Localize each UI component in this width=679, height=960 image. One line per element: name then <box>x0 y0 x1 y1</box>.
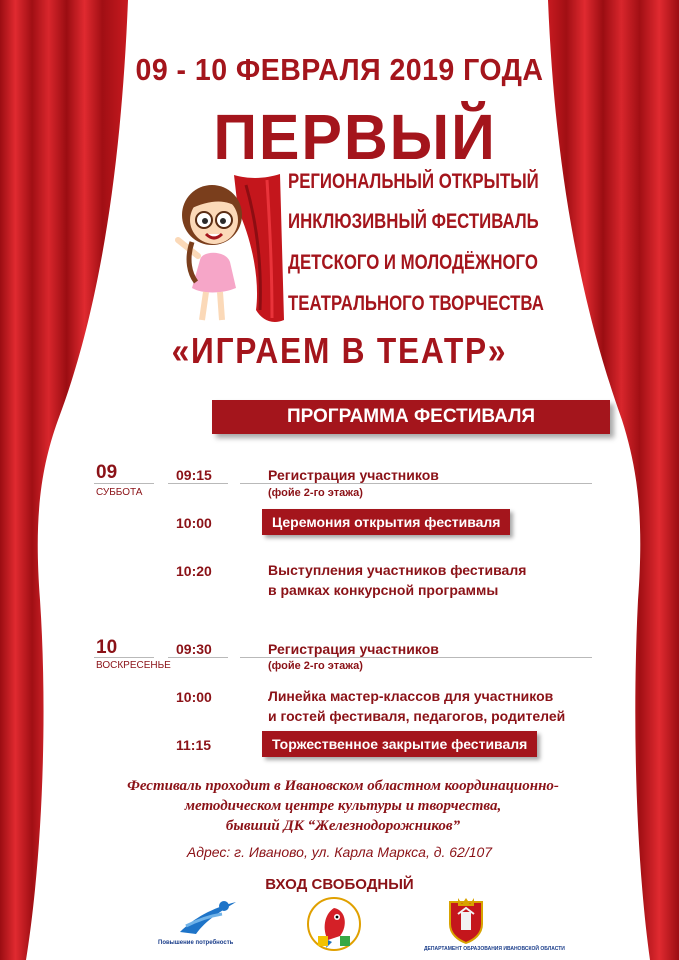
venue-line: бывший ДК “Железнодорожников” <box>225 818 461 834</box>
weekday: СУББОТА <box>96 487 143 498</box>
festival-dates: 09 - 10 ФЕВРАЛЯ 2019 ГОДА <box>135 52 544 87</box>
event-time: 09:30 <box>176 641 212 657</box>
venue-info <box>88 776 598 836</box>
event-time: 10:20 <box>176 563 212 579</box>
free-entry: ВХОД СВОБОДНЫЙ <box>265 876 414 893</box>
divider <box>168 657 228 658</box>
swoosh-logo-icon <box>176 898 240 938</box>
program-title: ПРОГРАММА ФЕСТИВАЛЯ <box>212 400 610 434</box>
event-highlight: Церемония открытия фестиваля <box>262 509 510 535</box>
subtitle-line-2: ИНКЛЮЗИВНЫЙ ФЕСТИВАЛЬ <box>288 210 539 233</box>
event-highlight: Торжественное закрытие фестиваля <box>262 731 537 757</box>
event-text: Регистрация участников <box>268 641 439 657</box>
subtitle-line-1: РЕГИОНАЛЬНЫЙ ОТКРЫТЫЙ <box>288 170 539 193</box>
event-time: 10:00 <box>176 515 212 531</box>
weekday: ВОСКРЕСЕНЬЕ <box>96 660 171 671</box>
divider <box>94 483 154 484</box>
event-note: (фойе 2-го этажа) <box>268 487 363 499</box>
event-text: Линейка мастер-классов для участников и гостей фестиваля, педагогов, родителей <box>268 688 566 724</box>
venue-line: Фестиваль проходит в Ивановском областном координационно- <box>127 778 559 794</box>
venue-line: методическом центре культуры и творчества, <box>184 798 502 814</box>
first-heading: ПЕРВЫЙ <box>213 101 497 173</box>
day-number: 10 <box>96 637 118 658</box>
event-text: Регистрация участников <box>268 467 439 483</box>
parrot-logo-icon <box>306 896 362 952</box>
divider <box>94 657 154 658</box>
girl-illustration-icon <box>172 170 292 330</box>
address: Адрес: г. Иваново, ул. Карла Маркса, д. 62/107 <box>186 844 493 860</box>
coat-of-arms-icon <box>444 896 488 944</box>
event-text: Выступления участников фестиваля в рамках конкурсной программы <box>268 562 527 598</box>
event-note: (фойе 2-го этажа) <box>268 660 363 672</box>
logo-caption: Повышение потребность <box>158 940 234 946</box>
event-time: 09:15 <box>176 467 212 483</box>
day-number: 09 <box>96 462 118 483</box>
subtitle-line-3: ДЕТСКОГО И МОЛОДЁЖНОГО <box>288 251 538 274</box>
festival-name: «ИГРАЕМ В ТЕАТР» <box>171 330 508 371</box>
event-time: 10:00 <box>176 689 212 705</box>
divider <box>168 483 228 484</box>
subtitle-line-4: ТЕАТРАЛЬНОГО ТВОРЧЕСТВА <box>288 292 544 315</box>
logo-caption: ДЕПАРТАМЕНТ ОБРАЗОВАНИЯ ИВАНОВСКОЙ ОБЛАСТИ <box>424 946 565 952</box>
event-time: 11:15 <box>176 737 212 753</box>
